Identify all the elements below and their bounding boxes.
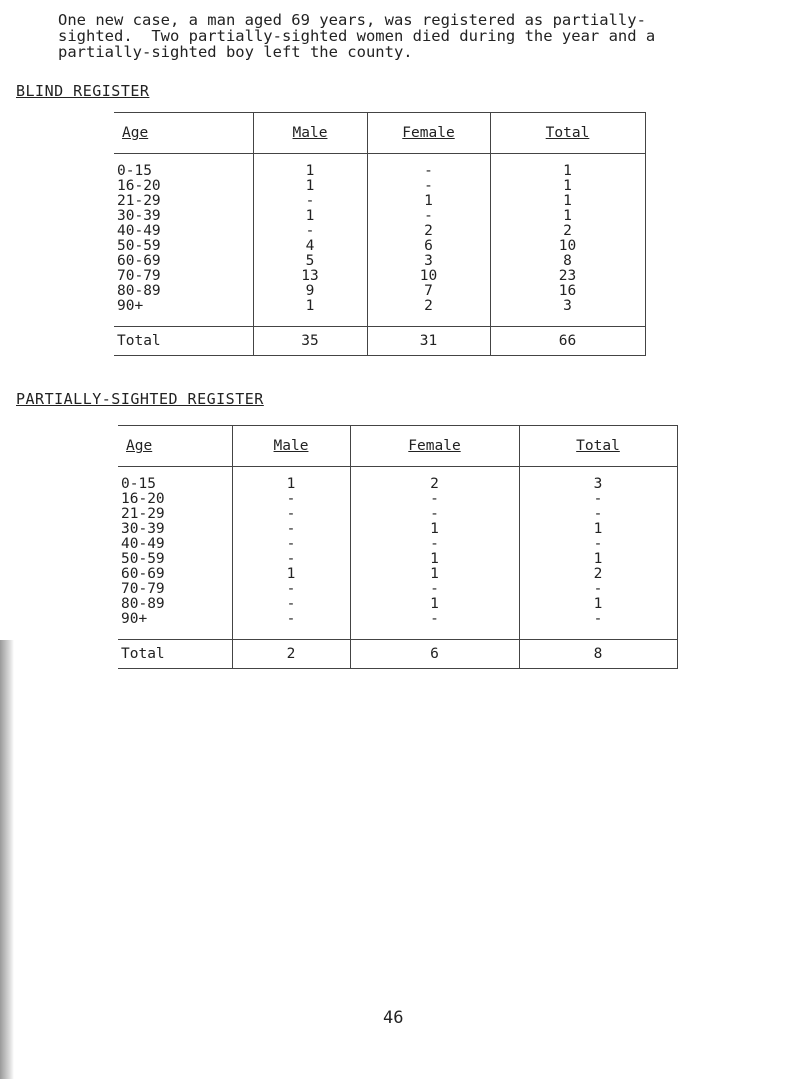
cell-male: 9 — [253, 284, 367, 299]
total-all: 66 — [490, 327, 645, 356]
blind-register-header-row — [114, 113, 645, 154]
cell-age: 80-89 — [121, 596, 165, 612]
cell-female: 1 — [367, 194, 490, 209]
cell-age: 60-69 — [121, 566, 165, 582]
column-header-male: Male — [232, 426, 350, 467]
cell-female: 10 — [367, 269, 490, 284]
table-row — [114, 209, 645, 224]
cell-male: - — [253, 194, 367, 209]
cell-total: - — [519, 507, 677, 522]
cell-male: 1 — [253, 209, 367, 224]
table-row — [114, 254, 645, 269]
cell-female: - — [367, 154, 490, 180]
partially-sighted-register-table — [118, 425, 678, 669]
cell-age: 50-59 — [117, 238, 161, 254]
cell-total: 1 — [519, 597, 677, 612]
cell-age: 0-15 — [117, 163, 152, 179]
column-header-age: Age — [118, 426, 232, 467]
table-row — [114, 194, 645, 209]
cell-male: 4 — [253, 239, 367, 254]
table-row — [114, 224, 645, 239]
cell-total: 1 — [490, 154, 645, 180]
cell-age: 90+ — [117, 298, 144, 314]
cell-total: 1 — [519, 522, 677, 537]
cell-age: 30-39 — [117, 208, 161, 224]
cell-male: - — [232, 537, 350, 552]
blind-register-total-row — [114, 327, 645, 356]
column-header-female: Female — [350, 426, 519, 467]
intro-line-3: partially-sighted boy left the county. — [58, 43, 413, 61]
column-header-total: Total — [519, 426, 677, 467]
cell-male: 13 — [253, 269, 367, 284]
cell-age: 70-79 — [121, 581, 165, 597]
cell-female: 1 — [350, 552, 519, 567]
table-row — [118, 507, 677, 522]
column-header-female: Female — [367, 113, 490, 154]
cell-age: 90+ — [121, 611, 148, 627]
cell-total: 3 — [519, 467, 677, 493]
total-male: 35 — [253, 327, 367, 356]
partially-sighted-total-row — [118, 640, 677, 669]
cell-male: - — [232, 597, 350, 612]
table-row — [114, 179, 645, 194]
blind-register-table — [114, 112, 646, 356]
cell-total: 2 — [490, 224, 645, 239]
table-row — [118, 522, 677, 537]
cell-male: - — [253, 224, 367, 239]
cell-age: 21-29 — [117, 193, 161, 209]
cell-female: 1 — [350, 567, 519, 582]
cell-female: 6 — [367, 239, 490, 254]
cell-age: 0-15 — [121, 476, 156, 492]
cell-total: 1 — [490, 194, 645, 209]
total-label: Total — [118, 640, 232, 669]
cell-female: 2 — [350, 467, 519, 493]
cell-age: 30-39 — [121, 521, 165, 537]
cell-age: 70-79 — [117, 268, 161, 284]
intro-line-1: One new case, a man aged 69 years, was registered as partially- — [58, 11, 646, 29]
cell-female: - — [350, 612, 519, 640]
cell-age: 21-29 — [121, 506, 165, 522]
column-header-age: Age — [114, 113, 253, 154]
total-all: 8 — [519, 640, 677, 669]
table-row — [118, 467, 677, 493]
cell-total: - — [519, 537, 677, 552]
cell-female: 3 — [367, 254, 490, 269]
cell-female: 2 — [367, 299, 490, 327]
cell-male: - — [232, 522, 350, 537]
table-row — [118, 612, 677, 640]
cell-age: 60-69 — [117, 253, 161, 269]
cell-total: 1 — [490, 179, 645, 194]
cell-total: 8 — [490, 254, 645, 269]
total-female: 31 — [367, 327, 490, 356]
cell-total: 3 — [490, 299, 645, 327]
table-row — [118, 537, 677, 552]
table-row — [114, 299, 645, 327]
cell-male: - — [232, 507, 350, 522]
blind-register-body — [114, 154, 645, 327]
intro-line-2: sighted. Two partially-sighted women died during the year and a — [58, 27, 656, 45]
column-header-male: Male — [253, 113, 367, 154]
cell-female: 2 — [367, 224, 490, 239]
cell-female: - — [350, 537, 519, 552]
cell-female: - — [367, 179, 490, 194]
cell-total: - — [519, 582, 677, 597]
cell-female: - — [367, 209, 490, 224]
cell-total: 1 — [519, 552, 677, 567]
partially-sighted-header-row — [118, 426, 677, 467]
cell-female: - — [350, 582, 519, 597]
table-row — [118, 492, 677, 507]
cell-total: 2 — [519, 567, 677, 582]
table-row — [118, 567, 677, 582]
cell-male: 5 — [253, 254, 367, 269]
cell-male: - — [232, 492, 350, 507]
cell-age: 16-20 — [121, 491, 165, 507]
cell-female: 1 — [350, 522, 519, 537]
intro-paragraph — [58, 12, 798, 60]
table-row — [118, 597, 677, 612]
cell-age: 80-89 — [117, 283, 161, 299]
total-male: 2 — [232, 640, 350, 669]
cell-male: 1 — [253, 179, 367, 194]
cell-male: 1 — [232, 567, 350, 582]
partially-sighted-register-body — [118, 467, 677, 640]
column-header-total: Total — [490, 113, 645, 154]
cell-female: - — [350, 492, 519, 507]
cell-age: 50-59 — [121, 551, 165, 567]
total-label: Total — [114, 327, 253, 356]
cell-male: - — [232, 582, 350, 597]
table-row — [114, 284, 645, 299]
total-female: 6 — [350, 640, 519, 669]
cell-female: 1 — [350, 597, 519, 612]
table-row — [114, 269, 645, 284]
cell-total: - — [519, 492, 677, 507]
cell-male: 1 — [232, 467, 350, 493]
table-row — [118, 582, 677, 597]
cell-age: 40-49 — [121, 536, 165, 552]
cell-total: - — [519, 612, 677, 640]
page-edge-shadow — [0, 640, 14, 1079]
cell-male: 1 — [253, 299, 367, 327]
table-row — [114, 239, 645, 254]
table-row — [114, 154, 645, 180]
cell-total: 10 — [490, 239, 645, 254]
cell-male: - — [232, 612, 350, 640]
cell-total: 23 — [490, 269, 645, 284]
cell-male: - — [232, 552, 350, 567]
cell-age: 40-49 — [117, 223, 161, 239]
cell-female: 7 — [367, 284, 490, 299]
cell-total: 16 — [490, 284, 645, 299]
table-row — [118, 552, 677, 567]
blind-register-heading: BLIND REGISTER — [16, 82, 150, 100]
cell-total: 1 — [490, 209, 645, 224]
partially-sighted-register-heading: PARTIALLY-SIGHTED REGISTER — [16, 390, 264, 408]
cell-female: - — [350, 507, 519, 522]
cell-male: 1 — [253, 154, 367, 180]
page-number: 46 — [383, 1008, 404, 1028]
cell-age: 16-20 — [117, 178, 161, 194]
